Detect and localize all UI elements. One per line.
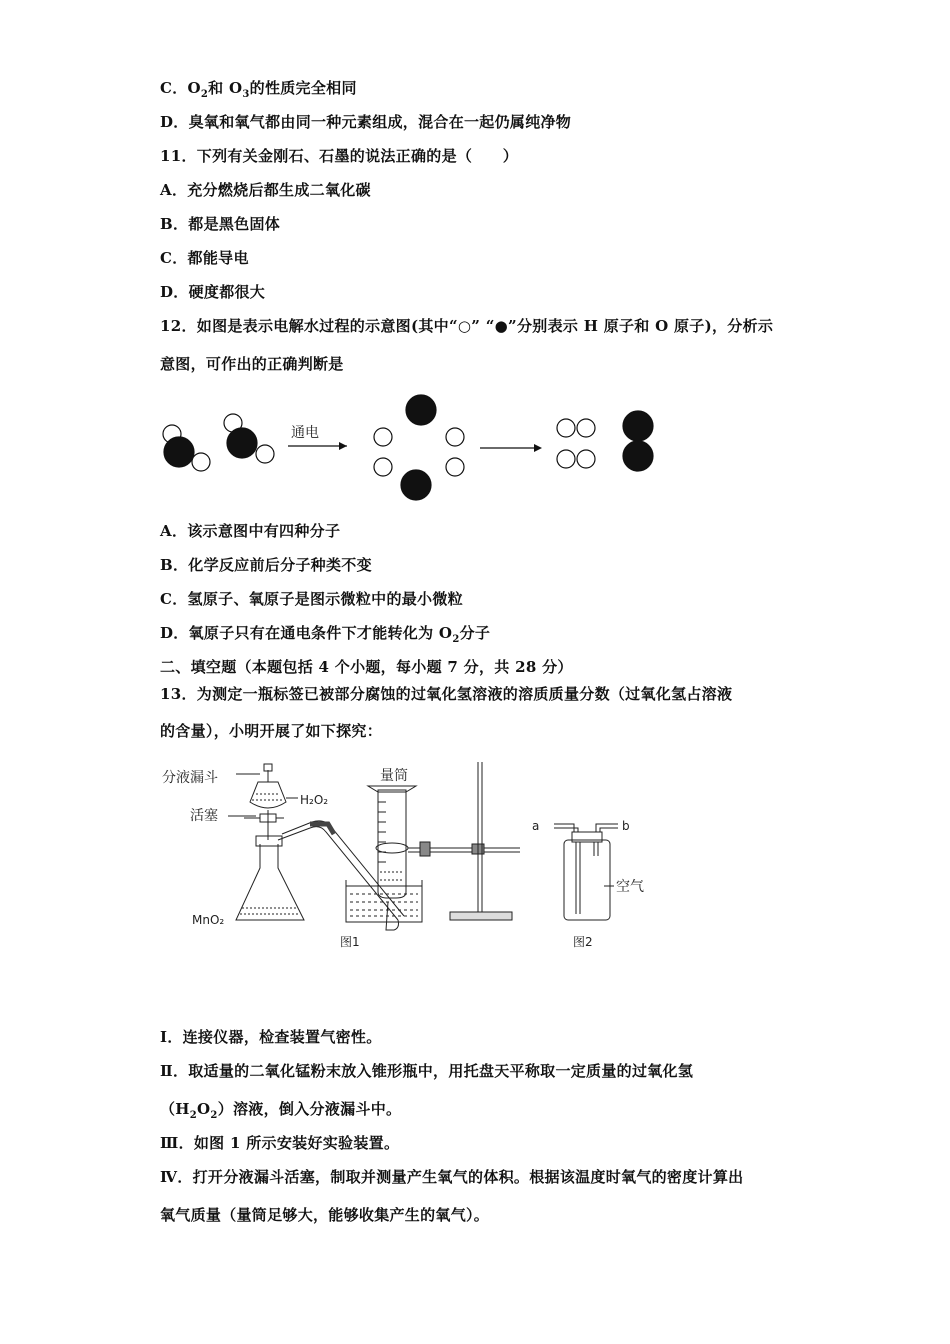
arrow-label: 通电 xyxy=(291,425,319,441)
label-mno2: MnO₂ xyxy=(192,913,225,927)
step-3: Ⅲ．如图 1 所示安装好实验装置。 xyxy=(160,1134,400,1152)
label-a: a xyxy=(532,819,540,833)
option-11d: D．硬度都很大 xyxy=(160,283,266,301)
h-atom xyxy=(577,419,595,437)
h-atom xyxy=(192,453,210,471)
label-measuring-cylinder: 量筒 xyxy=(380,768,408,784)
option-11c: C．都能导电 xyxy=(160,249,249,267)
label-air: 空气 xyxy=(616,879,644,895)
question-13-line2: 的含量），小明开展了如下探究： xyxy=(160,722,383,740)
step-4-line2: 氧气质量（量筒足够大，能够收集产生的氧气）。 xyxy=(160,1206,490,1224)
option-12d: D．氧原子只有在通电条件下才能转化为 $O_2$分子 xyxy=(160,624,491,645)
option-11a: A．充分燃烧后都生成二氧化碳 xyxy=(160,181,371,199)
step-4-line1: Ⅳ．打开分液漏斗活塞，制取并测量产生氧气的体积。根据该温度时氧气的密度计算出 xyxy=(160,1168,744,1186)
electrolysis-diagram xyxy=(155,392,675,502)
h-atom xyxy=(577,450,595,468)
label-h2o2: H₂O₂ xyxy=(300,793,329,807)
label-separatory-funnel: 分液漏斗 xyxy=(162,770,218,786)
o-atom xyxy=(164,437,194,467)
option-12b: B．化学反应前后分子种类不变 xyxy=(160,556,372,574)
step-2-line1: Ⅱ．取适量的二氧化锰粉末放入锥形瓶中，用托盘天平称取一定质量的过氧化氢 xyxy=(160,1062,694,1080)
question-11: 11．下列有关金刚石、石墨的说法正确的是（ ） xyxy=(160,147,519,165)
option-12a: A．该示意图中有四种分子 xyxy=(160,522,341,540)
h-atom xyxy=(446,428,464,446)
question-13-line1: 13．为测定一瓶标签已被部分腐蚀的过氧化氢溶液的溶质质量分数（过氧化氢占溶液 xyxy=(160,685,733,703)
h-atom xyxy=(557,419,575,437)
question-12-line1: 12．如图是表示电解水过程的示意图(其中“○” “●”分别表示 H 原子和 O 原子)，分析示 xyxy=(160,317,774,335)
label-stopcock: 活塞 xyxy=(190,808,218,824)
h-atom xyxy=(557,450,575,468)
o-atom xyxy=(623,441,653,471)
h-atom xyxy=(446,458,464,476)
caption-figure-2: 图2 xyxy=(573,935,593,949)
apparatus-figure xyxy=(160,752,680,957)
o-atom xyxy=(406,395,436,425)
h-atom xyxy=(374,428,392,446)
step-2-line2: $(H_2O_2)$溶液，倒入分液漏斗中。 xyxy=(160,1100,402,1121)
option-10c: C．$O_2$和 $O_3$的性质完全相同 xyxy=(160,79,357,100)
step-1: Ⅰ．连接仪器，检查装置气密性。 xyxy=(160,1028,382,1046)
h-atom xyxy=(256,445,274,463)
o-atom xyxy=(623,411,653,441)
question-12-line2: 意图，可作出的正确判断是 xyxy=(160,355,344,373)
option-12c: C．氢原子、氧原子是图示微粒中的最小微粒 xyxy=(160,590,463,608)
caption-figure-1: 图1 xyxy=(340,935,360,949)
o-atom xyxy=(401,470,431,500)
o-atom xyxy=(227,428,257,458)
option-11b: B．都是黑色固体 xyxy=(160,215,281,233)
section-2-heading: 二、填空题（本题包括 4 个小题，每小题 7 分，共 28 分） xyxy=(160,658,573,676)
h-atom xyxy=(374,458,392,476)
option-10d: D．臭氧和氧气都由同一种元素组成，混合在一起仍属纯净物 xyxy=(160,113,572,131)
label-b: b xyxy=(622,819,630,833)
